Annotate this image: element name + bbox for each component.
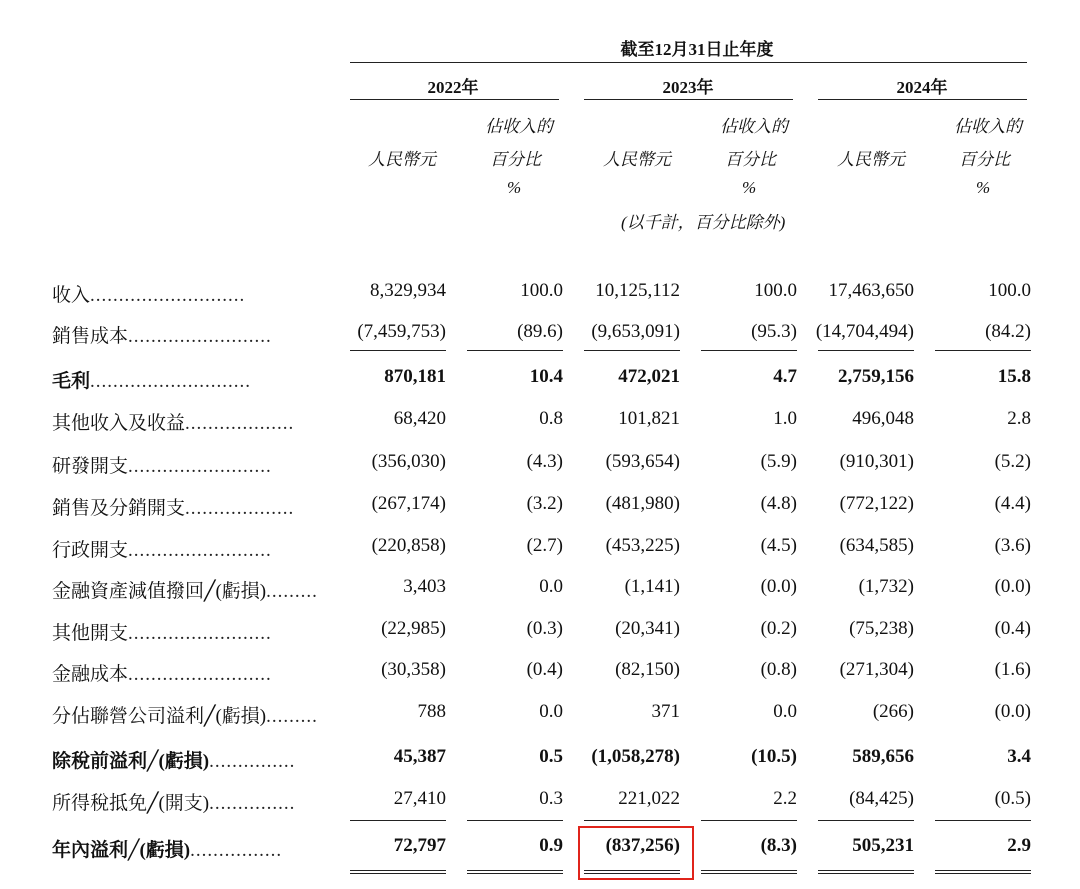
cell-2024-pct: (0.4) — [994, 618, 1031, 639]
row-label-text: 行政開支 — [52, 540, 129, 561]
cell-2023-pct: (10.5) — [751, 746, 797, 767]
cell-2024-pct: (1.6) — [994, 659, 1031, 680]
period-heading: 截至12月31日止年度 — [620, 40, 774, 59]
row-label — [52, 576, 318, 603]
double-rule-2024-pct — [935, 870, 1031, 874]
leader-dots: ................ — [190, 840, 283, 861]
cell-2022-pct: (0.3) — [526, 618, 563, 639]
row-label — [52, 451, 272, 478]
double-rule-2022 — [350, 870, 446, 874]
cell-2022-rmb: 68,420 — [393, 408, 446, 429]
cell-2024-pct: (5.2) — [994, 451, 1031, 472]
period-rule — [350, 62, 1027, 63]
col-pct-line1-2024: 佔收入的 — [954, 117, 1022, 136]
cell-2024-rmb: (75,238) — [849, 618, 914, 639]
cell-2024-rmb: (1,732) — [858, 576, 914, 597]
cell-2022-pct: 0.9 — [539, 835, 563, 856]
cell-2023-pct: (4.5) — [760, 535, 797, 556]
leader-dots: ......................... — [128, 326, 272, 347]
row-label-text: 除稅前溢利╱(虧損) — [52, 751, 210, 772]
cell-2024-pct: (4.4) — [994, 493, 1031, 514]
rule-tax-2023 — [584, 820, 680, 821]
cell-2023-rmb: (837,256) — [605, 835, 680, 856]
cell-2022-pct: 10.4 — [529, 366, 563, 387]
rule-tax-2022 — [350, 820, 446, 821]
row-label — [52, 366, 251, 393]
leader-dots: ......... — [266, 706, 318, 727]
leader-dots: ................... — [185, 413, 295, 434]
cell-2023-rmb: (593,654) — [605, 451, 680, 472]
cell-2023-rmb: 221,022 — [618, 788, 680, 809]
rule-cost-2022-pct — [467, 350, 563, 351]
cell-2022-rmb: (22,985) — [381, 618, 446, 639]
row-label-text: 其他收入及收益 — [52, 413, 186, 434]
leader-dots: ............................ — [90, 371, 252, 392]
col-rmb-2023: 人民幣元 — [603, 150, 671, 169]
cell-2022-rmb: 72,797 — [393, 835, 446, 856]
row-label-text: 毛利 — [52, 371, 91, 392]
year-rule-2024 — [818, 99, 1027, 100]
cell-2024-rmb: 589,656 — [852, 746, 914, 767]
row-label — [52, 788, 295, 815]
row-label — [52, 321, 272, 348]
leader-dots: ......................... — [128, 664, 272, 685]
cell-2024-rmb: (266) — [872, 701, 914, 722]
cell-2022-rmb: 27,410 — [393, 788, 446, 809]
col-pct-line1-2022: 佔收入的 — [485, 117, 553, 136]
col-pct-line2-2024: 百分比 — [959, 150, 1010, 169]
cell-2024-pct: 2.9 — [1007, 835, 1031, 856]
rule-tax-2022-pct — [467, 820, 563, 821]
cell-2022-pct: 0.5 — [539, 746, 563, 767]
cell-2022-pct: 0.0 — [539, 576, 563, 597]
cell-2024-pct: 3.4 — [1007, 746, 1031, 767]
cell-2023-pct: 1.0 — [773, 408, 797, 429]
cell-2023-pct: (5.9) — [760, 451, 797, 472]
cell-2024-pct: 15.8 — [997, 366, 1031, 387]
leader-dots: ............... — [209, 793, 296, 814]
year-rule-2022 — [350, 99, 559, 100]
cell-2022-rmb: (220,858) — [371, 535, 446, 556]
cell-2022-rmb: 8,329,934 — [370, 280, 446, 301]
col-pct-unit-2024: % — [976, 178, 991, 197]
row-label — [52, 408, 294, 435]
row-label-text: 年內溢利╱(虧損) — [52, 840, 191, 861]
cell-2022-rmb: 3,403 — [403, 576, 446, 597]
cell-2022-pct: (2.7) — [526, 535, 563, 556]
cell-2022-pct: (89.6) — [517, 321, 563, 342]
rule-tax-2024-pct — [935, 820, 1031, 821]
leader-dots: ......................... — [128, 540, 272, 561]
cell-2023-pct: (0.2) — [760, 618, 797, 639]
cell-2023-pct: 0.0 — [773, 701, 797, 722]
cell-2023-rmb: 472,021 — [618, 366, 680, 387]
row-label — [52, 835, 282, 862]
cell-2024-rmb: 505,231 — [852, 835, 914, 856]
leader-dots: ......................... — [128, 623, 272, 644]
cell-2023-pct: 2.2 — [773, 788, 797, 809]
cell-2023-rmb: 371 — [651, 701, 680, 722]
leader-dots: ........................... — [90, 285, 246, 306]
double-rule-2024 — [818, 870, 914, 874]
cell-2024-rmb: (634,585) — [839, 535, 914, 556]
rule-tax-2024 — [818, 820, 914, 821]
cell-2024-pct: (0.5) — [994, 788, 1031, 809]
col-pct-unit-2022: % — [507, 178, 522, 197]
cell-2024-rmb: (910,301) — [839, 451, 914, 472]
row-label — [52, 280, 245, 307]
col-pct-unit-2023: % — [742, 178, 757, 197]
cell-2023-rmb: (9,653,091) — [591, 321, 680, 342]
cell-2022-rmb: 870,181 — [384, 366, 446, 387]
row-label — [52, 535, 272, 562]
cell-2023-pct: (0.8) — [760, 659, 797, 680]
cell-2022-pct: (0.4) — [526, 659, 563, 680]
cell-2023-rmb: (453,225) — [605, 535, 680, 556]
cell-2024-rmb: (271,304) — [839, 659, 914, 680]
row-label-text: 銷售及分銷開支 — [52, 498, 186, 519]
row-label — [52, 746, 295, 773]
cell-2023-rmb: (481,980) — [605, 493, 680, 514]
col-rmb-2024: 人民幣元 — [837, 150, 905, 169]
year-2024: 2024年 — [896, 78, 948, 97]
cell-2023-pct: (95.3) — [751, 321, 797, 342]
row-label-text: 銷售成本 — [52, 326, 129, 347]
cell-2024-pct: (0.0) — [994, 576, 1031, 597]
year-2022: 2022年 — [427, 78, 479, 97]
cell-2023-pct: (4.8) — [760, 493, 797, 514]
cell-2024-rmb: (84,425) — [849, 788, 914, 809]
row-label-text: 金融成本 — [52, 664, 129, 685]
row-label — [52, 701, 318, 728]
rule-cost-2023-pct — [701, 350, 797, 351]
cell-2024-pct: 2.8 — [1007, 408, 1031, 429]
year-rule-2023 — [584, 99, 793, 100]
cell-2024-rmb: 17,463,650 — [828, 280, 914, 301]
cell-2022-pct: 0.8 — [539, 408, 563, 429]
cell-2023-pct: 4.7 — [773, 366, 797, 387]
cell-2022-rmb: 45,387 — [393, 746, 446, 767]
rule-cost-2024-pct — [935, 350, 1031, 351]
cell-2024-rmb: 2,759,156 — [838, 366, 914, 387]
row-label-text: 收入 — [52, 285, 91, 306]
cell-2022-rmb: (7,459,753) — [357, 321, 446, 342]
highlight-box — [578, 826, 694, 880]
double-rule-2023-pct — [701, 870, 797, 874]
cell-2023-rmb: (82,150) — [615, 659, 680, 680]
cell-2022-pct: (3.2) — [526, 493, 563, 514]
row-label-text: 金融資產減值撥回╱(虧損) — [52, 581, 267, 602]
cell-2023-rmb: 101,821 — [618, 408, 680, 429]
cell-2023-rmb: (1,141) — [624, 576, 680, 597]
cell-2024-pct: (0.0) — [994, 701, 1031, 722]
cell-2023-rmb: 10,125,112 — [595, 280, 680, 301]
cell-2022-pct: (4.3) — [526, 451, 563, 472]
cell-2022-rmb: 788 — [417, 701, 446, 722]
cell-2023-pct: (8.3) — [760, 835, 797, 856]
cell-2024-pct: (3.6) — [994, 535, 1031, 556]
row-label-text: 其他開支 — [52, 623, 129, 644]
rule-cost-2024 — [818, 350, 914, 351]
col-pct-line2-2023: 百分比 — [725, 150, 776, 169]
cell-2022-pct: 100.0 — [520, 280, 563, 301]
cell-2024-rmb: (772,122) — [839, 493, 914, 514]
cell-2022-pct: 0.0 — [539, 701, 563, 722]
leader-dots: ......... — [266, 581, 318, 602]
cell-2023-pct: 100.0 — [754, 280, 797, 301]
row-label-text: 所得稅抵免╱(開支) — [52, 793, 210, 814]
cell-2022-pct: 0.3 — [539, 788, 563, 809]
row-label-text: 研發開支 — [52, 456, 129, 477]
cell-2022-rmb: (30,358) — [381, 659, 446, 680]
row-label — [52, 618, 272, 645]
leader-dots: ......................... — [128, 456, 272, 477]
rule-tax-2023-pct — [701, 820, 797, 821]
col-rmb-2022: 人民幣元 — [368, 150, 436, 169]
cell-2023-rmb: (20,341) — [615, 618, 680, 639]
leader-dots: ................... — [185, 498, 295, 519]
cell-2022-rmb: (356,030) — [371, 451, 446, 472]
leader-dots: ............... — [209, 751, 296, 772]
rule-cost-2022 — [350, 350, 446, 351]
col-pct-line2-2022: 百分比 — [490, 150, 541, 169]
row-label — [52, 493, 294, 520]
units-note: (以千計，百分比除外) — [621, 213, 786, 232]
cell-2024-pct: 100.0 — [988, 280, 1031, 301]
row-label-text: 分佔聯營公司溢利╱(虧損) — [52, 706, 267, 727]
row-label — [52, 659, 272, 686]
year-2023: 2023年 — [662, 78, 714, 97]
rule-cost-2023 — [584, 350, 680, 351]
col-pct-line1-2023: 佔收入的 — [720, 117, 788, 136]
cell-2022-rmb: (267,174) — [371, 493, 446, 514]
double-rule-2022-pct — [467, 870, 563, 874]
cell-2023-pct: (0.0) — [760, 576, 797, 597]
cell-2023-rmb: (1,058,278) — [591, 746, 680, 767]
cell-2024-rmb: (14,704,494) — [815, 321, 914, 342]
cell-2024-pct: (84.2) — [985, 321, 1031, 342]
cell-2024-rmb: 496,048 — [852, 408, 914, 429]
